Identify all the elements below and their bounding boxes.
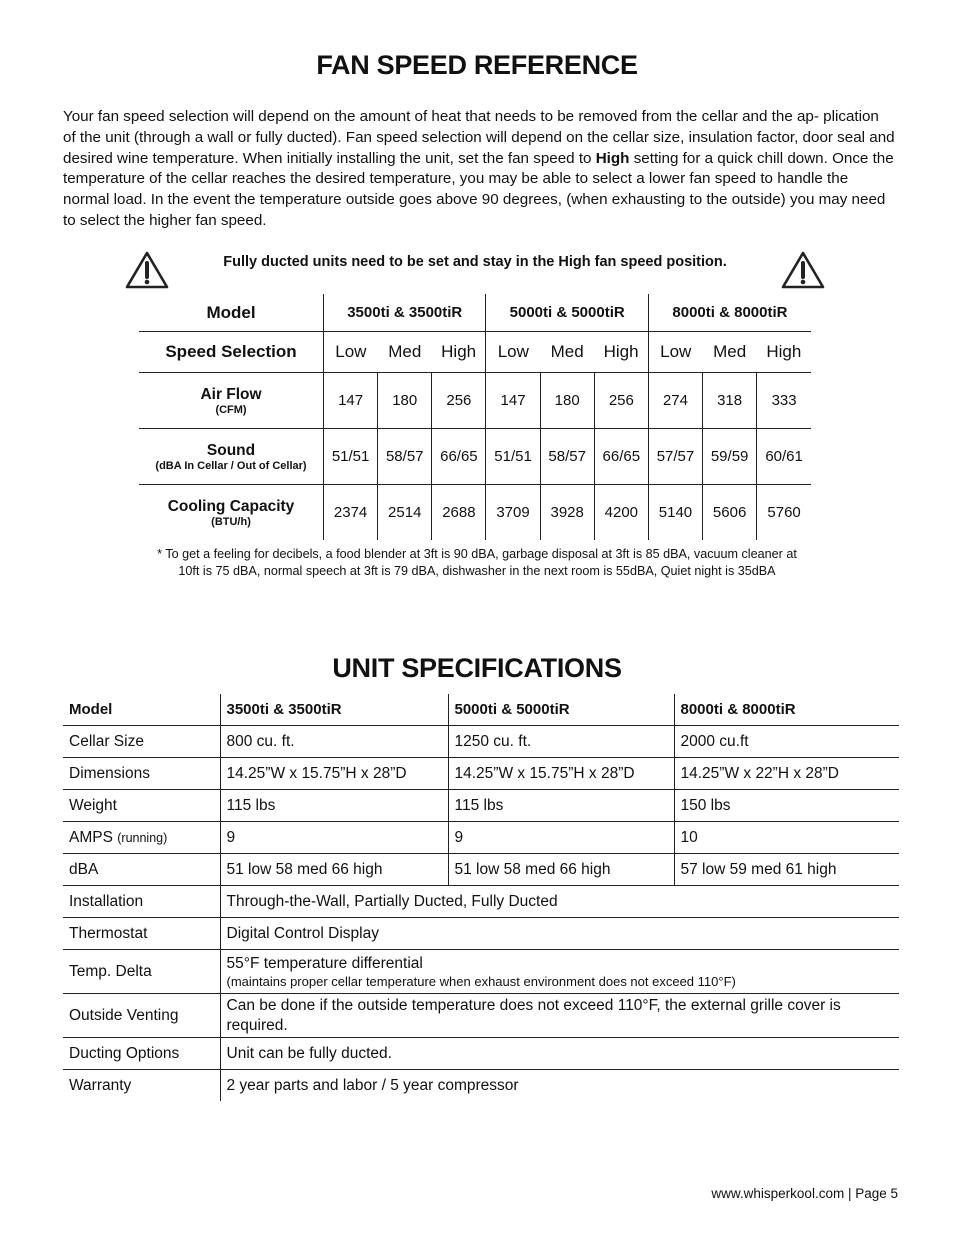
warning-text: Fully ducted units need to be set and stay in the High fan speed position. (223, 254, 727, 270)
spec-label-amps: AMPS (running) (63, 822, 220, 854)
spec-header-8000: 8000ti & 8000tiR (674, 694, 899, 726)
spec-value: 150 lbs (674, 790, 899, 822)
spec-label: Weight (63, 790, 220, 822)
spec-value: 14.25”W x 22”H x 28”D (674, 758, 899, 790)
value-cell: 66/65 (432, 429, 486, 485)
unit-specs-title: UNIT SPECIFICATIONS (332, 653, 622, 683)
spec-value: Digital Control Display (220, 918, 899, 950)
page-footer: www.whisperkool.com | Page 5 (711, 1186, 898, 1201)
value-cell: 3928 (540, 485, 594, 541)
value-cell: 274 (648, 373, 702, 429)
speed-cell: Med (703, 332, 757, 373)
value-cell: 2514 (378, 485, 432, 541)
spec-value: 9 (220, 822, 448, 854)
spec-value: 57 low 59 med 61 high (674, 854, 899, 886)
spec-label: dBA (63, 854, 220, 886)
spec-value: 1250 cu. ft. (448, 726, 674, 758)
decibel-footnote: * To get a feeling for decibels, a food blender at 3ft is 90 dBA, garbage disposal at 3ft is 85 dBA, vacuum cleaner at 10ft is 75 dBA, normal speech at 3ft is 79 dBA, dishwasher in the next room is 55dBA, Quiet night is 35dBA (157, 547, 797, 578)
spec-header-5000: 5000ti & 5000tiR (448, 694, 674, 726)
table-row (63, 994, 899, 1038)
spec-value: 14.25”W x 15.75”H x 28”D (448, 758, 674, 790)
spec-value: 10 (674, 822, 899, 854)
spec-value: Through-the-Wall, Partially Ducted, Fully Ducted (220, 886, 899, 918)
value-cell: 147 (324, 373, 378, 429)
table-row (63, 886, 899, 918)
intro-text-2: setting for a quick chill down. Once the temperature of the cellar reaches the desired temperature, you may be able to select a lower fan speed to handle the normal load. In the event the temperature outside goes above 90 degrees, (when exhausting to the outside) you may need to select the higher fan speed. (63, 149, 894, 229)
speed-cell: Low (648, 332, 702, 373)
table-row (63, 1070, 899, 1102)
spec-value: Can be done if the outside temperature does not exceed 110°F, the external grille cover is required. (220, 994, 899, 1038)
spec-value: Unit can be fully ducted. (220, 1038, 899, 1070)
spec-value-temp-delta: 55°F temperature differential (maintains proper cellar temperature when exhaust environment does not exceed 110°F) (220, 950, 899, 994)
spec-header-model: Model (63, 694, 220, 726)
value-cell: 256 (594, 373, 648, 429)
spec-value: 9 (448, 822, 674, 854)
value-cell: 318 (703, 373, 757, 429)
speed-cell: Low (324, 332, 378, 373)
value-cell: 51/51 (324, 429, 378, 485)
value-cell: 5760 (757, 485, 811, 541)
model-label: Model (206, 302, 256, 322)
value-cell: 2688 (432, 485, 486, 541)
value-cell: 180 (378, 373, 432, 429)
speed-cell: Med (540, 332, 594, 373)
spec-label: Ducting Options (63, 1038, 220, 1070)
spec-value: 2000 cu.ft (674, 726, 899, 758)
spec-label: Cellar Size (63, 726, 220, 758)
row-label-air-flow: Air Flow (CFM) (139, 373, 324, 429)
row-label-sound: Sound (dBA In Cellar / Out of Cellar) (139, 429, 324, 485)
spec-value: 51 low 58 med 66 high (220, 854, 448, 886)
value-cell: 58/57 (378, 429, 432, 485)
intro-text-1: Your fan speed selection will depend on the amount of heat that needs to be removed from the cellar and the ap- plication of the unit (through a wall or fully ducted). Fan speed selection will depend on the cellar size, insulation factor, door seal and desired wine temperature. When initially installing the unit, set the fan speed to (63, 108, 895, 167)
model-header-5000: 5000ti & 5000tiR (486, 294, 648, 332)
model-header-8000: 8000ti & 8000tiR (648, 294, 811, 332)
value-cell: 66/65 (594, 429, 648, 485)
warning-triangle-icon (125, 250, 169, 290)
warning-row (125, 248, 825, 292)
table-row (63, 854, 899, 886)
speed-selection-label: Speed Selection (139, 332, 324, 373)
value-cell: 256 (432, 373, 486, 429)
speed-cell: Med (378, 332, 432, 373)
speed-cell: High (594, 332, 648, 373)
value-cell: 4200 (594, 485, 648, 541)
spec-label: Outside Venting (63, 994, 220, 1038)
specs-header-row (63, 694, 899, 726)
value-cell: 57/57 (648, 429, 702, 485)
fan-speed-intro (63, 107, 895, 232)
value-cell: 60/61 (757, 429, 811, 485)
model-header-3500: 3500ti & 3500tiR (324, 294, 486, 332)
speed-cell: High (757, 332, 811, 373)
table-row (139, 429, 811, 485)
spec-label: Temp. Delta (63, 950, 220, 994)
table-row (63, 822, 899, 854)
spec-value: 2 year parts and labor / 5 year compressor (226, 1076, 519, 1094)
spec-label: Dimensions (63, 758, 220, 790)
table-row (63, 726, 899, 758)
speed-cell: High (432, 332, 486, 373)
table-row (139, 485, 811, 541)
fan-table-speed-row (139, 332, 811, 373)
value-cell: 5140 (648, 485, 702, 541)
speed-cell: Low (486, 332, 540, 373)
row-label-cooling-capacity: Cooling Capacity (BTU/h) (167, 497, 295, 528)
table-row (139, 373, 811, 429)
fan-speed-table (139, 294, 811, 540)
value-cell: 3709 (486, 485, 540, 541)
spec-label: Thermostat (63, 918, 220, 950)
intro-bold-high: High (595, 149, 630, 167)
value-cell: 5606 (703, 485, 757, 541)
value-cell: 58/57 (540, 429, 594, 485)
spec-label: Warranty (63, 1070, 220, 1102)
spec-value: 800 cu. ft. (220, 726, 448, 758)
table-row (63, 918, 899, 950)
value-cell: 51/51 (486, 429, 540, 485)
value-cell: 180 (540, 373, 594, 429)
value-cell: 333 (757, 373, 811, 429)
table-row (63, 950, 899, 994)
spec-value: 14.25”W x 15.75”H x 28”D (220, 758, 448, 790)
spec-value: 51 low 58 med 66 high (448, 854, 674, 886)
spec-header-3500: 3500ti & 3500tiR (220, 694, 448, 726)
table-row (63, 1038, 899, 1070)
value-cell: 59/59 (703, 429, 757, 485)
spec-value: 115 lbs (448, 790, 674, 822)
spec-value: 115 lbs (220, 790, 448, 822)
fan-table-model-row (139, 294, 811, 332)
table-row (63, 790, 899, 822)
unit-specs-table (63, 694, 899, 1101)
value-cell: 147 (486, 373, 540, 429)
table-row (63, 758, 899, 790)
value-cell: 2374 (324, 485, 378, 541)
spec-label: Installation (63, 886, 220, 918)
warning-triangle-icon (781, 250, 825, 290)
fan-speed-title: FAN SPEED REFERENCE (316, 50, 638, 80)
